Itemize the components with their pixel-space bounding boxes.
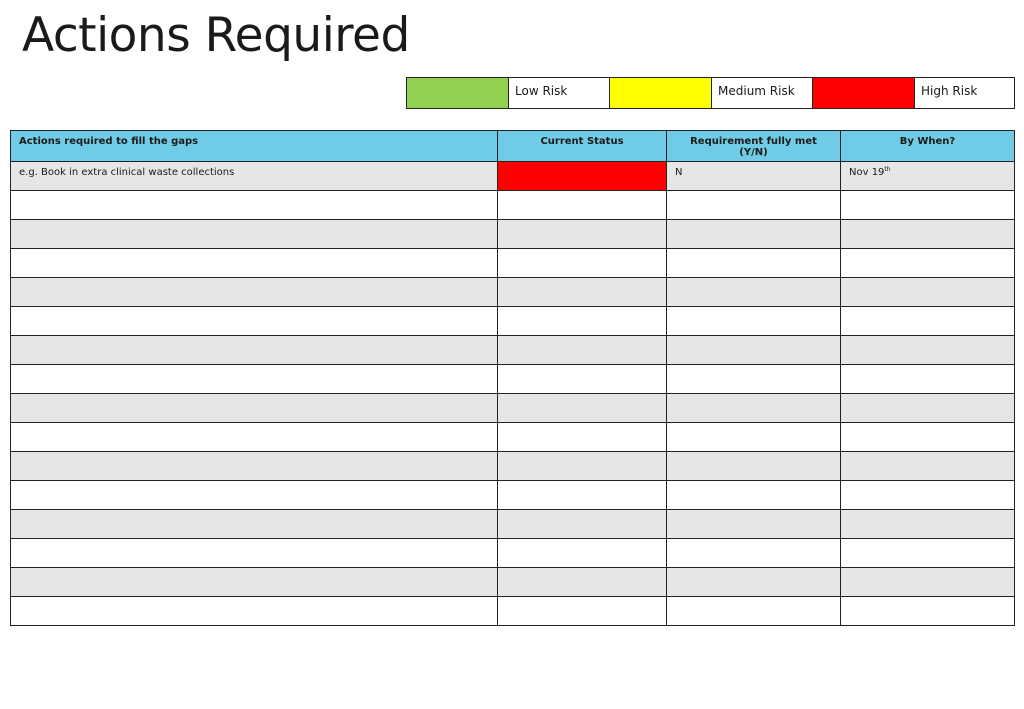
status-cell[interactable] xyxy=(498,394,667,423)
table-row xyxy=(11,539,1015,568)
when-cell[interactable] xyxy=(841,336,1015,365)
action-cell[interactable] xyxy=(11,278,498,307)
high-risk-label: High Risk xyxy=(915,78,1015,109)
status-cell[interactable] xyxy=(498,220,667,249)
requirement-cell[interactable] xyxy=(667,278,841,307)
when-cell[interactable] xyxy=(841,539,1015,568)
requirement-cell[interactable] xyxy=(667,191,841,220)
status-cell[interactable] xyxy=(498,423,667,452)
status-cell[interactable] xyxy=(498,365,667,394)
when-cell[interactable] xyxy=(841,220,1015,249)
example-status-cell[interactable] xyxy=(498,162,667,191)
requirement-cell[interactable] xyxy=(667,394,841,423)
low-risk-label: Low Risk xyxy=(509,78,610,109)
table-row xyxy=(11,481,1015,510)
action-cell[interactable] xyxy=(11,249,498,278)
example-requirement-cell[interactable]: N xyxy=(667,162,841,191)
table-row xyxy=(11,423,1015,452)
header-by-when: By When? xyxy=(841,131,1015,162)
requirement-cell[interactable] xyxy=(667,510,841,539)
when-cell[interactable] xyxy=(841,597,1015,626)
table-row xyxy=(11,336,1015,365)
risk-legend xyxy=(406,77,1015,109)
requirement-cell[interactable] xyxy=(667,568,841,597)
requirement-cell[interactable] xyxy=(667,452,841,481)
requirement-cell[interactable] xyxy=(667,307,841,336)
when-cell[interactable] xyxy=(841,307,1015,336)
action-cell[interactable] xyxy=(11,568,498,597)
when-cell[interactable] xyxy=(841,481,1015,510)
action-cell[interactable] xyxy=(11,336,498,365)
medium-risk-label: Medium Risk xyxy=(712,78,813,109)
action-cell[interactable] xyxy=(11,394,498,423)
status-cell[interactable] xyxy=(498,539,667,568)
table-row xyxy=(11,307,1015,336)
when-cell[interactable] xyxy=(841,394,1015,423)
action-cell[interactable] xyxy=(11,539,498,568)
status-cell[interactable] xyxy=(498,307,667,336)
table-header-row xyxy=(11,131,1015,162)
when-cell[interactable] xyxy=(841,423,1015,452)
status-cell[interactable] xyxy=(498,336,667,365)
status-cell[interactable] xyxy=(498,452,667,481)
when-cell[interactable] xyxy=(841,568,1015,597)
header-current-status: Current Status xyxy=(498,131,667,162)
table-row-example xyxy=(11,162,1015,191)
requirement-cell[interactable] xyxy=(667,249,841,278)
requirement-cell[interactable] xyxy=(667,336,841,365)
when-cell[interactable] xyxy=(841,191,1015,220)
table-row xyxy=(11,191,1015,220)
table-row xyxy=(11,278,1015,307)
requirement-cell[interactable] xyxy=(667,220,841,249)
action-cell[interactable] xyxy=(11,481,498,510)
status-cell[interactable] xyxy=(498,249,667,278)
header-actions: Actions required to fill the gaps xyxy=(11,131,498,162)
table-row xyxy=(11,249,1015,278)
requirement-cell[interactable] xyxy=(667,481,841,510)
example-when-cell[interactable] xyxy=(841,162,1015,191)
example-when-text: Nov 19 xyxy=(849,167,885,178)
medium-risk-swatch xyxy=(610,78,712,109)
status-cell[interactable] xyxy=(498,481,667,510)
when-cell[interactable] xyxy=(841,249,1015,278)
example-when-suffix: th xyxy=(884,166,891,173)
table-row xyxy=(11,510,1015,539)
table-row xyxy=(11,568,1015,597)
header-requirement-met: Requirement fully met (Y/N) xyxy=(667,131,841,162)
table-row xyxy=(11,220,1015,249)
actions-table xyxy=(10,130,1015,626)
when-cell[interactable] xyxy=(841,452,1015,481)
status-cell[interactable] xyxy=(498,278,667,307)
status-cell[interactable] xyxy=(498,191,667,220)
table-row xyxy=(11,597,1015,626)
example-action-cell[interactable]: e.g. Book in extra clinical waste collections xyxy=(11,162,498,191)
table-row xyxy=(11,452,1015,481)
page-title: Actions Required xyxy=(22,8,410,63)
when-cell[interactable] xyxy=(841,510,1015,539)
action-cell[interactable] xyxy=(11,307,498,336)
action-cell[interactable] xyxy=(11,220,498,249)
action-cell[interactable] xyxy=(11,597,498,626)
requirement-cell[interactable] xyxy=(667,597,841,626)
when-cell[interactable] xyxy=(841,278,1015,307)
status-cell[interactable] xyxy=(498,510,667,539)
table-row xyxy=(11,394,1015,423)
action-cell[interactable] xyxy=(11,423,498,452)
status-cell[interactable] xyxy=(498,568,667,597)
status-cell[interactable] xyxy=(498,597,667,626)
when-cell[interactable] xyxy=(841,365,1015,394)
action-cell[interactable] xyxy=(11,510,498,539)
table-row xyxy=(11,365,1015,394)
requirement-cell[interactable] xyxy=(667,539,841,568)
requirement-cell[interactable] xyxy=(667,423,841,452)
action-cell[interactable] xyxy=(11,365,498,394)
requirement-cell[interactable] xyxy=(667,365,841,394)
action-cell[interactable] xyxy=(11,452,498,481)
low-risk-swatch xyxy=(407,78,509,109)
action-cell[interactable] xyxy=(11,191,498,220)
high-risk-swatch xyxy=(813,78,915,109)
